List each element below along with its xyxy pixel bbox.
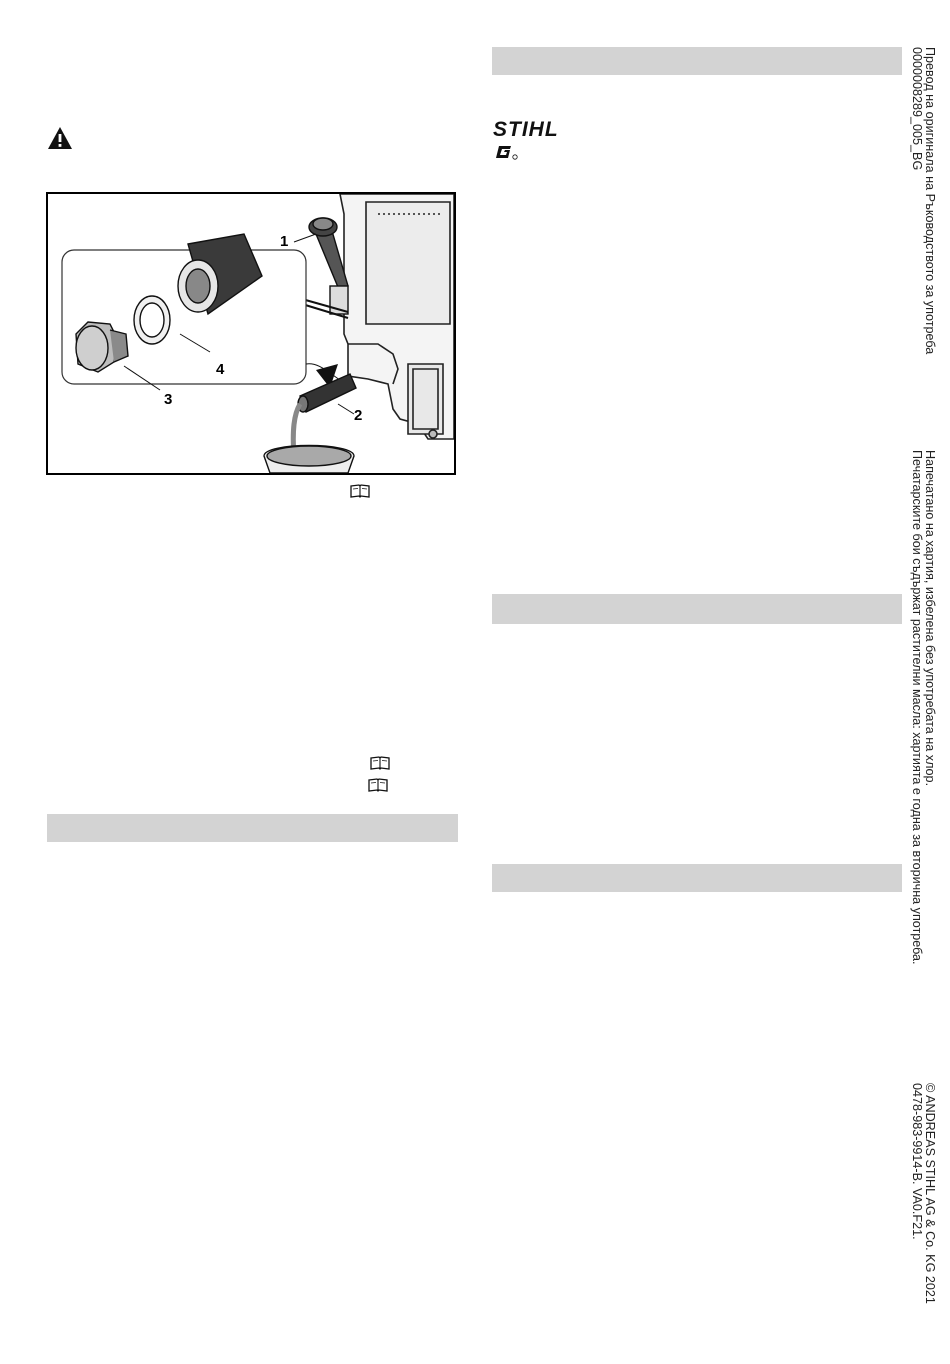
section-header-bar (492, 47, 902, 75)
callout-3: 3 (164, 391, 173, 408)
book-icon (370, 756, 390, 770)
warning-triangle-icon (47, 126, 73, 150)
side-note-line: 0000008289_005_BG (910, 47, 924, 171)
side-note-translation (910, 47, 936, 354)
callout-2: 2 (354, 407, 363, 424)
book-icon (368, 778, 388, 792)
side-note-line: Печатарските бои съдържат растителни масла: хартията е годна за вторична употреба. (910, 450, 924, 965)
side-note-line: 0478-983-9914-B. VA0.F21. (910, 1083, 924, 1240)
stihl-logo: STIHL (493, 118, 559, 141)
side-note-paper (910, 450, 936, 965)
side-note-line: © ANDREAS STIHL AG & Co. KG 2021 (923, 1083, 937, 1304)
oil-drain-illustration (48, 194, 454, 473)
section-header-bar (492, 594, 902, 624)
book-icon (350, 484, 370, 498)
side-note-line: Напечатано на хартия, избелена без употребата на хлор. (923, 450, 937, 787)
engine-brand-mark-icon (494, 144, 520, 160)
side-note-line: Превод на оригинала на Ръководството за употреба (923, 47, 937, 355)
section-header-bar (492, 864, 902, 892)
callout-4: 4 (216, 361, 225, 378)
callout-1: 1 (280, 233, 289, 250)
section-header-bar (47, 814, 458, 842)
oil-drain-figure (46, 192, 456, 475)
side-note-copyright (910, 1083, 936, 1304)
